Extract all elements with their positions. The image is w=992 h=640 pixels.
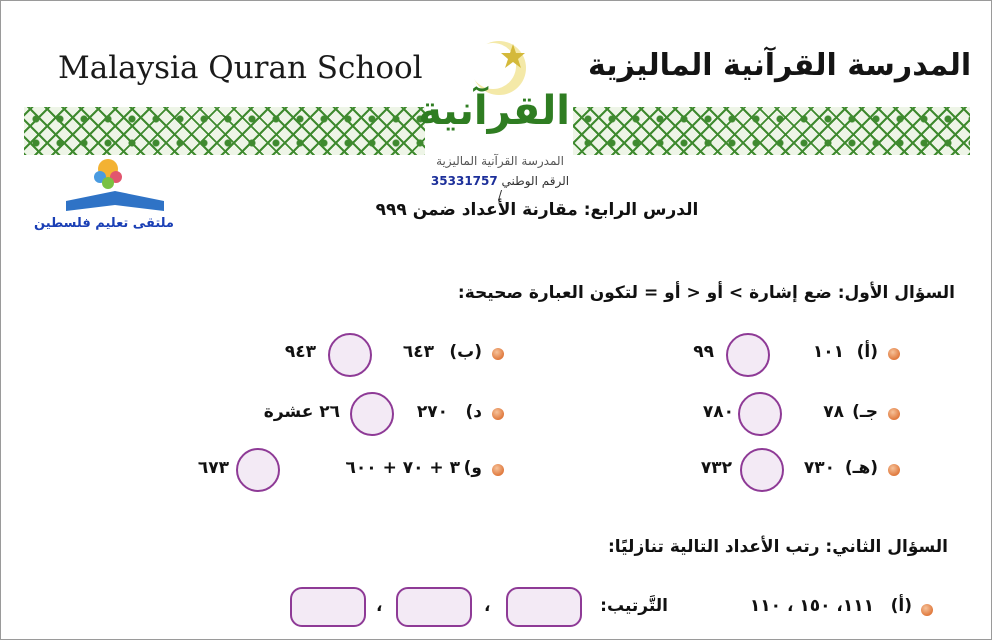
bullet-icon <box>888 348 900 360</box>
item-label: و) <box>463 458 482 478</box>
question-1-title: السؤال الأول: ضع إشارة > أو < أو = لتكون العبارة صحيحة: <box>457 283 955 303</box>
logo-subtitle: المدرسة القرآنية الماليزية <box>436 154 564 168</box>
comma-separator: ، <box>484 596 491 616</box>
registration-label: الرقم الوطني / <box>497 174 570 202</box>
left-number: ٢٧٠ <box>416 402 448 422</box>
order-label: التَّرتيب: <box>600 596 668 616</box>
left-number: ٧٣٠ <box>803 458 835 478</box>
comma-separator: ، <box>376 596 383 616</box>
item-label: (أ) <box>856 342 878 362</box>
left-number: ٦٤٣ <box>402 342 434 362</box>
item-label: (ب) <box>449 342 482 362</box>
order-answer-box[interactable] <box>506 587 582 627</box>
logo-registration <box>430 174 570 202</box>
left-expression: ٣ + ٧٠ + ٦٠٠ <box>345 458 460 478</box>
school-name-arabic: المدرسة القرآنية الماليزية <box>588 48 972 83</box>
forum-logo <box>60 155 170 213</box>
comparison-answer-circle[interactable] <box>236 448 280 492</box>
item-label: (هـ) <box>844 458 878 478</box>
forum-name: ملتقى تعليم فلسطين <box>34 216 174 231</box>
left-number: ١٠١ <box>812 342 844 362</box>
order-answer-box[interactable] <box>396 587 472 627</box>
right-number: ٧٣٢ <box>700 458 732 478</box>
bullet-icon <box>921 604 933 616</box>
comparison-answer-circle[interactable] <box>350 392 394 436</box>
lesson-title: الدرس الرابع: مقارنة الأعداد ضمن ٩٩٩ <box>375 200 699 220</box>
right-number: ٢٦ عشرة <box>263 402 340 422</box>
left-number: ٧٨ <box>823 402 844 422</box>
comparison-answer-circle[interactable] <box>738 392 782 436</box>
item-label: جـ) <box>852 402 878 422</box>
right-number: ٦٧٣ <box>197 458 229 478</box>
comparison-answer-circle[interactable] <box>726 333 770 377</box>
comparison-answer-circle[interactable] <box>328 333 372 377</box>
right-number: ٩٤٣ <box>284 342 316 362</box>
bullet-icon <box>492 348 504 360</box>
comparison-answer-circle[interactable] <box>740 448 784 492</box>
item-label: (أ) <box>890 596 912 616</box>
registration-number: 35331757 <box>430 174 498 188</box>
question-2-title: السؤال الثاني: رتب الأعداد التالية تنازليًا: <box>607 537 948 557</box>
bullet-icon <box>492 408 504 420</box>
bullet-icon <box>888 464 900 476</box>
bullet-icon <box>492 464 504 476</box>
open-book-icon <box>60 155 170 213</box>
item-label: د) <box>465 402 482 422</box>
numbers-to-order: ١١١، ١٥٠ ، ١١٠ <box>749 596 874 616</box>
bullet-icon <box>888 408 900 420</box>
logo-wordmark: القرآنية <box>418 88 570 134</box>
right-number: ٧٨٠ <box>702 402 734 422</box>
school-name-english: Malaysia Quran School <box>58 50 423 86</box>
right-number: ٩٩ <box>693 342 714 362</box>
order-answer-box[interactable] <box>290 587 366 627</box>
